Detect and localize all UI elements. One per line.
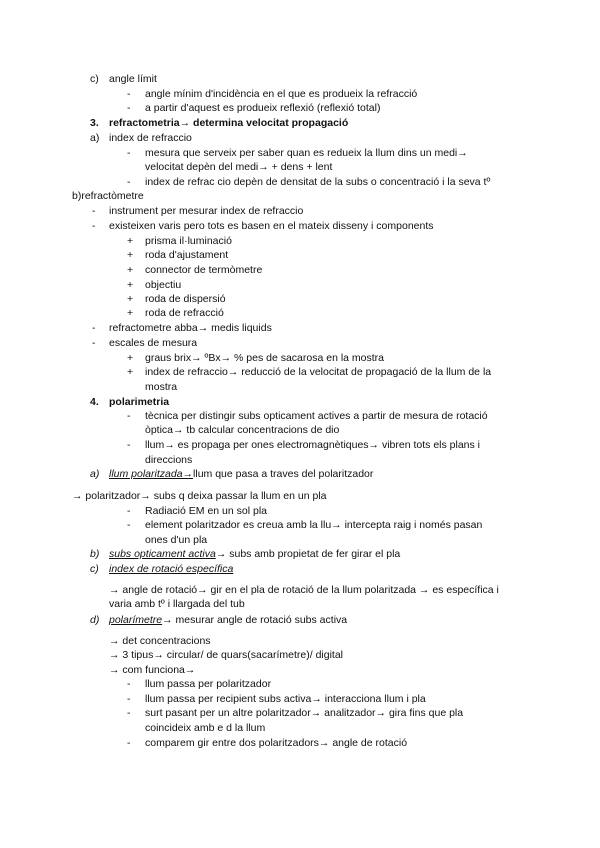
list-marker: - — [127, 176, 131, 188]
text-line: → 3 tipus→ circular/ de quars(sacarímetre)/ digital — [109, 649, 343, 661]
text-line: graus brix→ ºBx→ % pes de sacarosa en la mostra — [145, 352, 385, 364]
term: llum polaritzada→ — [109, 468, 194, 480]
list-marker: - — [92, 322, 96, 334]
list-marker: + — [127, 249, 134, 261]
text-line: llum→ es propaga per ones electromagnètiques→ vibren tots els plans i — [145, 439, 481, 451]
list-marker: - — [127, 693, 131, 705]
list-marker: - — [127, 439, 131, 451]
list-marker: - — [127, 505, 131, 517]
text-line: tècnica per distingir subs opticament actives a partir de mesura de rotació — [145, 410, 488, 422]
text-line: ones d'un pla — [145, 534, 208, 546]
definition: llum que pasa a traves del polaritzador — [193, 468, 374, 480]
subsection-heading: b)refractòmetre — [72, 190, 144, 202]
list-marker: - — [127, 88, 131, 100]
text-line: angle mínim d'incidència en el que es produeix la refracció — [145, 88, 418, 100]
text-line: surt pasant per un altre polaritzador→ analitzador→ gira fins que pla — [145, 707, 464, 719]
text-line — [109, 563, 233, 576]
list-marker: + — [127, 235, 134, 247]
term: subs opticament activa — [109, 548, 216, 560]
text-line: roda de refracció — [145, 307, 224, 319]
list-marker: - — [92, 205, 96, 217]
list-marker: + — [127, 366, 134, 378]
text-line: → polaritzador→ subs q deixa passar la llum en un pla — [72, 490, 327, 502]
list-marker: c) — [90, 73, 99, 85]
list-marker: - — [127, 147, 131, 159]
text-line: index de refraccio — [109, 132, 192, 144]
list-marker: - — [127, 707, 131, 719]
list-marker: - — [92, 220, 96, 232]
text-line: index de refrac cio depèn de densitat de la subs o concentració i la seva tº — [145, 176, 491, 188]
text-line: a partir d'aquest es produeix reflexió (reflexió total) — [145, 102, 381, 114]
list-marker: - — [127, 737, 131, 749]
list-marker: - — [92, 337, 96, 349]
term: index de rotació específica — [109, 563, 234, 575]
text-line: escales de mesura — [109, 337, 198, 349]
definition: → subs amb propietat de fer girar el pla — [215, 548, 401, 560]
section-heading: refractometria→ determina velocitat propagació — [109, 117, 349, 129]
text-line: llum passa per polaritzador — [145, 678, 272, 690]
text-line: comparem gir entre dos polaritzadors→ angle de rotació — [145, 737, 408, 749]
list-marker: - — [127, 678, 131, 690]
list-marker: - — [127, 410, 131, 422]
text-line — [109, 468, 373, 481]
text-line: existeixen varis pero tots es basen en el mateix disseny i components — [109, 220, 434, 232]
text-line: roda de dispersió — [145, 293, 226, 305]
text-line: Radiació EM en un sol pla — [145, 505, 267, 517]
list-marker: + — [127, 307, 134, 319]
list-marker: b) — [90, 548, 100, 560]
text-line: → angle de rotació→ gir en el pla de rotació de la llum polaritzada → es específica i — [109, 584, 499, 596]
text-line: → com funciona→ — [109, 664, 196, 676]
list-marker: + — [127, 279, 134, 291]
text-line: coincideix amb e d la llum — [145, 722, 266, 734]
text-line: prisma il·luminació — [145, 235, 232, 247]
definition: → mesurar angle de rotació subs activa — [162, 614, 348, 626]
text-line: direccions — [145, 454, 193, 466]
text-line: objectiu — [145, 279, 182, 291]
text-line: element polaritzador es creua amb la llu→ intercepta raig i només pasan — [145, 519, 483, 531]
section-number: 4. — [90, 396, 99, 408]
text-line: mostra — [145, 381, 178, 393]
list-marker: - — [127, 519, 131, 531]
list-marker: + — [127, 352, 134, 364]
text-line: velocitat depèn del medi→ + dens + lent — [145, 161, 333, 173]
text-line — [109, 614, 347, 627]
text-line — [109, 548, 400, 561]
text-line: angle límit — [109, 73, 157, 85]
list-marker: d) — [90, 614, 100, 626]
text-line: òptica→ tb calcular concentracions de dio — [145, 424, 340, 436]
text-line: mesura que serveix per saber quan es redueix la llum dins un medi→ — [145, 147, 468, 159]
list-marker: + — [127, 264, 134, 276]
section-number: 3. — [90, 117, 99, 129]
list-marker: c) — [90, 563, 99, 575]
list-marker: a) — [90, 132, 100, 144]
text-line: llum passa per recipient subs activa→ interacciona llum i pla — [145, 693, 426, 705]
list-marker: + — [127, 293, 134, 305]
text-line: index de refraccio→ reducció de la velocitat de propagació de la llum de la — [145, 366, 492, 378]
text-line: varia amb tº i llargada del tub — [109, 598, 245, 610]
list-marker: - — [127, 102, 131, 114]
text-line: → det concentracions — [109, 635, 211, 647]
text-line: instrument per mesurar index de refraccio — [109, 205, 304, 217]
section-heading: polarimetria — [109, 396, 170, 408]
text-line: roda d'ajustament — [145, 249, 229, 261]
text-line: connector de termòmetre — [145, 264, 263, 276]
term: polarímetre — [109, 614, 163, 626]
list-marker: a) — [90, 468, 100, 480]
text-line: refractometre abba→ medis liquids — [109, 322, 272, 334]
